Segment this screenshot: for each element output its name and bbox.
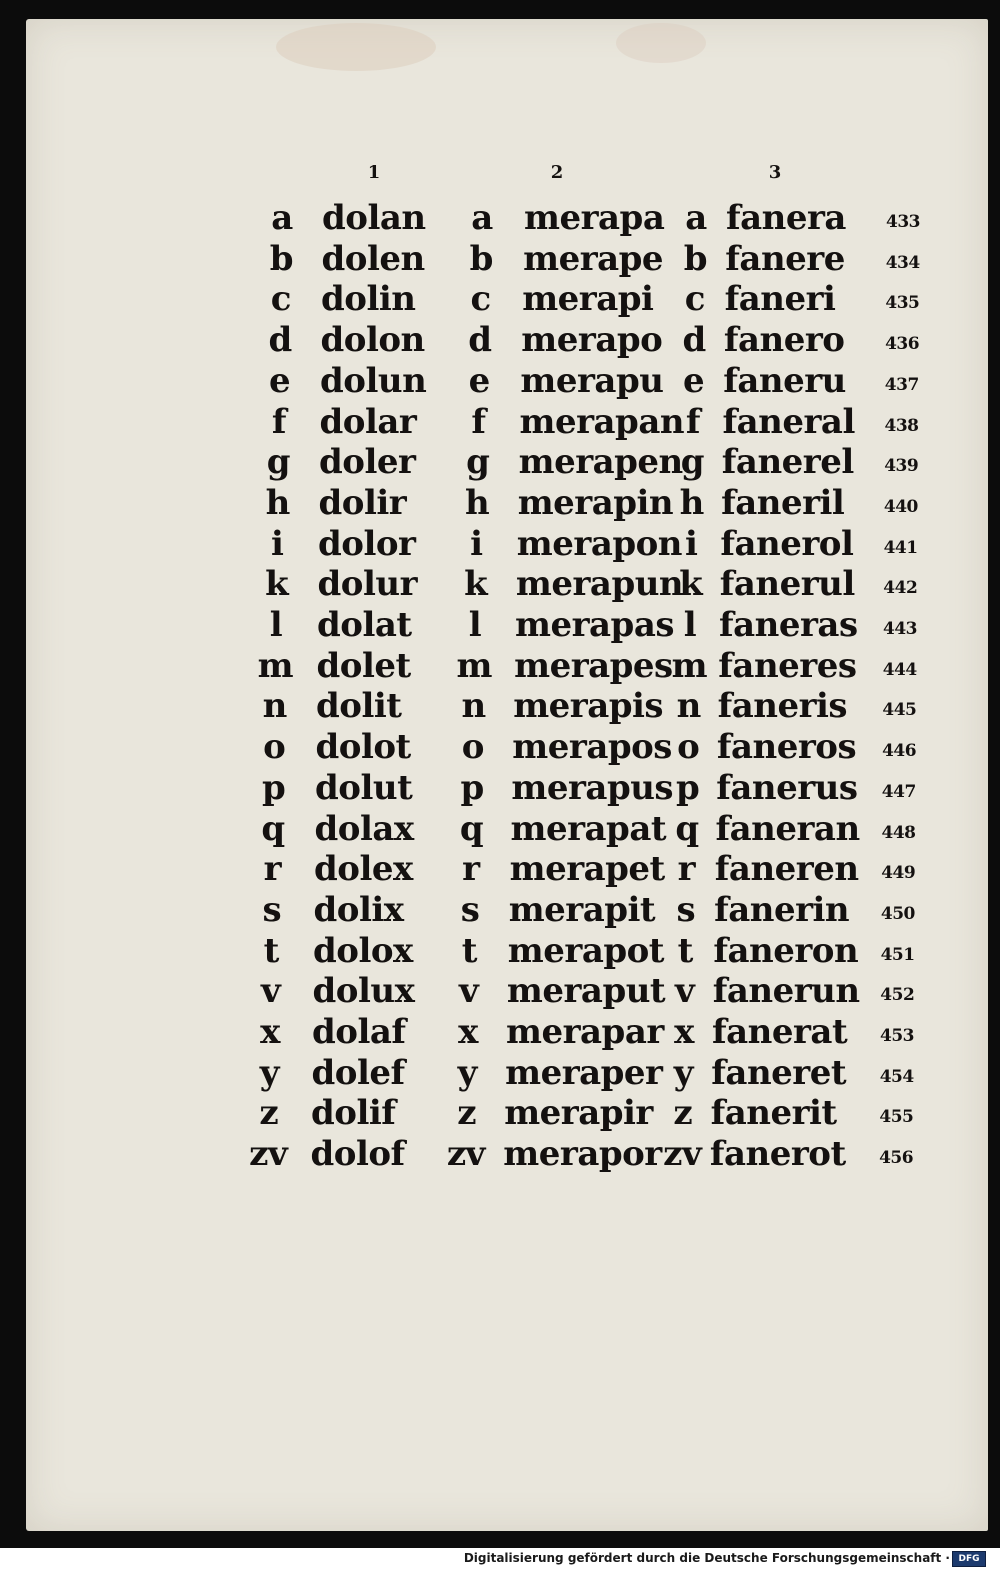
word-col-3: fanerus: [716, 767, 858, 808]
letter-col-2: zv: [446, 1134, 485, 1175]
letter-col-1: z: [259, 1093, 279, 1134]
letter-col-1: d: [268, 320, 292, 361]
word-col-1: dolet: [316, 645, 411, 686]
entry-number: 451: [880, 944, 915, 965]
table-row: [0, 239, 1000, 280]
word-col-3: fanerul: [719, 564, 855, 605]
letter-col-2: d: [468, 320, 492, 361]
letter-col-2: o: [461, 727, 484, 768]
word-col-3: fanerun: [712, 971, 860, 1012]
letter-col-3: v: [674, 971, 695, 1012]
letter-col-2: q: [459, 808, 484, 849]
letter-col-1: y: [259, 1052, 280, 1093]
entry-number: 443: [883, 619, 917, 639]
dfg-logo: DFG: [952, 1551, 986, 1567]
word-col-3: fanero: [723, 320, 845, 361]
table-row: [0, 442, 1000, 483]
entry-number: 440: [883, 496, 918, 517]
word-col-2: merapar: [506, 1012, 664, 1052]
letter-col-2: m: [456, 645, 493, 686]
letter-col-1: e: [269, 360, 291, 401]
word-col-3: faneras: [719, 605, 858, 645]
entry-number: 450: [880, 903, 915, 924]
table-row: [0, 402, 1000, 443]
word-col-1: dolat: [317, 605, 412, 645]
word-col-1: dolen: [321, 238, 425, 279]
letter-col-3: z: [673, 1093, 693, 1134]
word-col-1: dolur: [317, 564, 417, 605]
word-col-1: dolof: [310, 1134, 405, 1175]
word-col-1: dolan: [322, 198, 426, 238]
entry-number: 455: [879, 1107, 914, 1128]
letter-col-2: l: [468, 605, 482, 645]
letter-col-2: p: [460, 767, 484, 808]
letter-col-2: x: [458, 1012, 478, 1052]
entry-number: 436: [885, 334, 920, 355]
word-col-1: dolar: [319, 401, 417, 442]
entry-number: 445: [882, 700, 917, 721]
word-col-2: meraput: [506, 971, 666, 1012]
word-col-3: faneros: [716, 727, 857, 768]
word-col-1: dolax: [314, 808, 414, 849]
table-row: [0, 809, 1000, 850]
letter-col-2: r: [462, 849, 480, 890]
entry-number: 447: [881, 781, 916, 802]
word-col-1: dolon: [320, 320, 425, 361]
word-col-2: merapes: [514, 645, 673, 686]
letter-col-2: f: [471, 401, 486, 442]
letter-col-2: g: [466, 442, 490, 483]
word-col-3: fanerel: [721, 442, 854, 483]
letter-col-3: b: [683, 238, 708, 279]
entry-number: 453: [880, 1026, 914, 1046]
letter-col-3: i: [684, 523, 698, 564]
word-col-3: faneris: [717, 686, 848, 727]
letter-col-1: p: [261, 767, 286, 808]
letter-col-2: a: [471, 198, 493, 238]
table-row: [0, 524, 1000, 565]
word-col-1: dolix: [313, 889, 404, 930]
word-col-3: faneron: [713, 930, 859, 971]
table-row: [0, 1134, 1000, 1175]
word-col-2: merapon: [516, 523, 683, 564]
word-col-3: fanere: [725, 238, 845, 279]
table-row: [0, 686, 1000, 727]
word-col-1: dolun: [320, 360, 427, 401]
word-col-1: dolex: [314, 849, 413, 890]
word-col-1: dolit: [316, 686, 402, 727]
letter-col-3: p: [675, 767, 700, 808]
word-col-3: faneril: [721, 482, 845, 523]
table-row: [0, 768, 1000, 809]
letter-col-1: b: [269, 238, 294, 279]
letter-col-3: h: [679, 482, 704, 523]
word-col-2: merapin: [517, 482, 674, 523]
table-row: [0, 564, 1000, 605]
table-row: [0, 1093, 1000, 1134]
letter-col-2: e: [468, 360, 490, 401]
letter-col-3: l: [683, 605, 697, 645]
word-col-2: merape: [523, 238, 664, 279]
table-row: [0, 849, 1000, 890]
entry-number: 449: [881, 863, 916, 884]
table-row: [0, 727, 1000, 768]
word-col-2: merapus: [511, 767, 674, 808]
table-row: [0, 483, 1000, 524]
entry-number: 435: [885, 293, 920, 314]
word-col-3: fanerol: [720, 523, 854, 564]
entry-number: 439: [884, 456, 919, 477]
column-number-2: 2: [550, 162, 564, 183]
word-col-1: dolef: [311, 1052, 405, 1093]
word-col-3: fanera: [726, 198, 846, 238]
word-col-2: merapet: [509, 849, 665, 890]
letter-col-2: k: [464, 564, 488, 605]
letter-col-2: c: [470, 279, 491, 320]
letter-col-1: t: [263, 930, 279, 971]
table-row: [0, 605, 1000, 646]
letter-col-2: n: [461, 686, 486, 727]
table-row: [0, 1053, 1000, 1094]
letter-col-1: r: [263, 849, 282, 890]
letter-col-2: b: [469, 238, 493, 279]
entry-number: 441: [883, 537, 918, 558]
letter-col-1: zv: [249, 1134, 288, 1175]
word-col-1: dolor: [318, 523, 416, 564]
letter-col-1: v: [260, 971, 281, 1012]
word-col-1: dolaf: [312, 1012, 406, 1052]
letter-col-3: n: [676, 686, 701, 727]
word-col-3: faneret: [711, 1052, 847, 1093]
letter-col-1: c: [270, 279, 291, 320]
word-col-2: merapot: [507, 930, 665, 971]
word-col-3: fanerat: [712, 1012, 848, 1052]
letter-col-1: i: [270, 523, 284, 564]
entry-number: 454: [879, 1066, 914, 1087]
letter-col-1: m: [257, 645, 294, 686]
table-row: [0, 931, 1000, 972]
letter-col-3: a: [685, 198, 707, 238]
word-col-2: merapen: [518, 442, 683, 483]
word-col-3: faneri: [724, 279, 836, 320]
word-col-3: faneres: [718, 645, 857, 686]
letter-col-2: i: [470, 523, 483, 564]
word-col-1: doler: [319, 442, 416, 483]
word-col-2: merapan: [519, 401, 685, 442]
letter-col-1: a: [271, 198, 293, 238]
word-col-1: dolin: [321, 279, 416, 320]
letter-col-1: n: [262, 686, 287, 727]
column-number-3: 3: [768, 162, 782, 183]
letter-col-3: m: [671, 645, 708, 686]
entry-number: 446: [882, 741, 917, 762]
table-row: [0, 279, 1000, 320]
table-row: [0, 1012, 1000, 1053]
letter-col-1: k: [265, 564, 289, 605]
footer-credit: Digitalisierung gefördert durch die Deutsche Forschungsgemeinschaft ·: [463, 1551, 950, 1565]
letter-col-3: t: [677, 930, 693, 971]
word-col-2: merapun: [515, 564, 684, 605]
letter-col-3: c: [684, 279, 705, 320]
word-col-2: meraper: [505, 1052, 663, 1093]
letter-col-3: o: [677, 727, 700, 768]
word-col-2: merapir: [504, 1093, 653, 1134]
entry-number: 434: [885, 252, 920, 273]
entry-number: 442: [883, 578, 918, 599]
letter-col-3: q: [675, 808, 699, 849]
letter-col-2: y: [457, 1052, 477, 1093]
letter-col-2: z: [457, 1093, 476, 1134]
letter-col-3: f: [685, 401, 701, 442]
letter-col-1: x: [260, 1012, 280, 1052]
letter-col-1: q: [261, 808, 285, 849]
word-col-1: dolux: [312, 971, 415, 1012]
word-col-3: faneru: [723, 360, 846, 401]
letter-col-1: h: [265, 482, 290, 523]
cipher-table: [0, 198, 1000, 1188]
letter-col-3: g: [680, 442, 705, 483]
word-col-1: dolot: [315, 727, 411, 768]
entry-number: 438: [884, 415, 919, 436]
letter-col-3: y: [673, 1052, 694, 1093]
word-col-3: faneran: [715, 808, 860, 849]
letter-col-2: s: [460, 889, 480, 930]
letter-col-3: s: [676, 889, 696, 930]
word-col-2: merapos: [512, 727, 672, 768]
letter-col-1: o: [263, 727, 286, 768]
word-col-2: merapi: [522, 279, 654, 320]
letter-col-1: g: [266, 442, 291, 483]
word-col-2: merapat: [510, 808, 667, 849]
table-row: [0, 971, 1000, 1012]
paper-stain: [616, 23, 706, 63]
entry-number: 456: [879, 1148, 914, 1169]
entry-number: 448: [881, 822, 916, 843]
word-col-3: faneral: [722, 401, 855, 442]
letter-col-3: r: [677, 849, 696, 890]
word-col-2: merapa: [524, 198, 665, 238]
word-col-3: fanerin: [714, 889, 850, 930]
letter-col-2: h: [464, 482, 490, 523]
word-col-2: merapis: [513, 686, 664, 727]
word-col-2: merapu: [520, 360, 664, 401]
word-col-2: merapas: [515, 605, 674, 645]
letter-col-3: zv: [663, 1134, 702, 1175]
word-col-1: dolif: [311, 1093, 396, 1134]
word-col-2: merapo: [521, 320, 663, 361]
word-col-3: fanerit: [710, 1093, 837, 1134]
letter-col-1: s: [262, 889, 282, 930]
table-row: [0, 198, 1000, 239]
word-col-3: fanerot: [709, 1134, 846, 1175]
table-row: [0, 890, 1000, 931]
letter-col-2: t: [461, 930, 477, 971]
entry-number: 433: [886, 212, 920, 232]
word-col-1: dolox: [313, 930, 413, 971]
word-col-1: dolir: [318, 482, 407, 523]
paper-stain: [276, 23, 436, 71]
letter-col-3: x: [674, 1012, 694, 1052]
letter-col-2: v: [459, 971, 479, 1012]
table-row: [0, 320, 1000, 361]
column-number-1: 1: [367, 162, 381, 183]
word-col-3: faneren: [714, 849, 859, 890]
word-col-1: dolut: [315, 767, 413, 808]
letter-col-1: l: [269, 605, 283, 645]
entry-number: 452: [880, 985, 915, 1006]
entry-number: 444: [882, 659, 917, 680]
word-col-2: merapit: [508, 889, 656, 930]
entry-number: 437: [884, 374, 919, 395]
table-row: [0, 646, 1000, 687]
letter-col-3: d: [682, 320, 706, 361]
letter-col-3: k: [679, 564, 703, 605]
letter-col-1: f: [271, 401, 287, 442]
table-row: [0, 361, 1000, 402]
letter-col-3: e: [683, 360, 705, 401]
word-col-2: merapor: [503, 1134, 662, 1175]
